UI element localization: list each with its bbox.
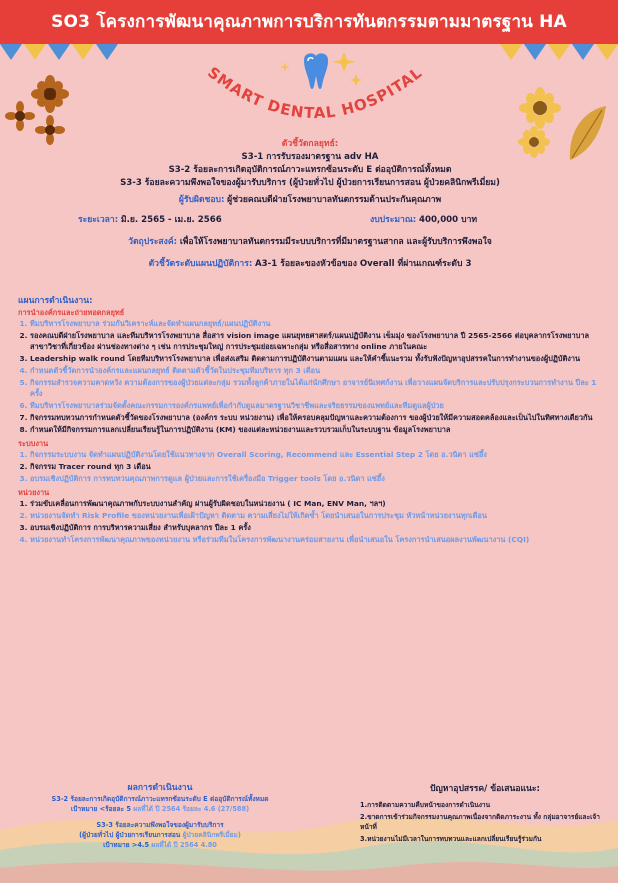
- org-heading: การนำองค์กรและถ่ายทอดกลยุทธ์: [18, 308, 125, 317]
- indicator-item: S3-1 การรับรองมาตรฐาน adv HA: [241, 152, 379, 162]
- unit-heading: หน่วยงาน: [18, 488, 50, 497]
- problem-item: 3.หน่วยงานไม่มีเวลาในการทบทวนและแลกเปลี่ยนเรียนรู้ร่วมกัน: [360, 835, 542, 843]
- indicators-section: [40, 138, 580, 190]
- problem-item: 1.การติดตามความคืบหน้าของการดำเนินงาน: [360, 801, 491, 809]
- s32-title: S3-2 ร้อยละการเกิดอุบัติการณ์ภาวะแทรกซ้อนระดับ E ต่ออุบัติการณ์ทั้งหมด: [51, 795, 269, 803]
- plan-heading: แผนการดำเนินงาน:: [18, 296, 93, 306]
- unit-item: 4. หน่วยงานทำโครงการพัฒนาคุณภาพของหน่วยงาน หรือร่วมทีมในโครงการพัฒนางานคร่อมสายงาน เพื่อนำเสนอใน โครงการนำเสนอผลงานพัฒนางาน (CQI): [30, 534, 598, 545]
- tooth-icon: [304, 53, 328, 89]
- s33-sub2: ผู้ป่วยคลินิกพรีเมี่ยม): [182, 831, 241, 839]
- objective-label: วัตถุประสงค์:: [128, 237, 178, 247]
- action-indicator-row: [30, 258, 590, 271]
- problems-heading: ปัญหาอุปสรรค/ ข้อเสนอแนะ:: [430, 784, 540, 794]
- s33-target: เป้าหมาย >4.5: [103, 841, 150, 849]
- objective-row: [30, 236, 590, 249]
- action-indicator-value: A3-1 ร้อยละของหัวข้อของ Overall ที่ผ่านเกณฑ์ระดับ 3: [255, 259, 472, 269]
- indicator-item: S3-2 ร้อยละการเกิดอุบัติการณ์ภาวะแทรกซ้อนระดับ E ต่ออุบัติการณ์ทั้งหมด: [168, 165, 452, 175]
- results-section: [10, 782, 310, 850]
- s33-result: ผลที่ได้ ปี 2564 4.80: [151, 841, 217, 849]
- period-row: [78, 214, 318, 227]
- s33-sub-row: [10, 830, 310, 840]
- org-item: 2. รองคณบดีฝ่ายโรงพยาบาล และทีมบริหารโรงพยาบาล สื่อสาร vision image แผนยุทธศาสตร์/แผนปฏิบัติงาน เข็มมุ่ง ของโรงพยาบาล ปี 2565-2566 ต่อบุคลากรโรงพยาบาล สาขาวิชาที่เกี่ยวข้อง ผ่านช่องทางต่าง ๆ เช่น การประชุมใหญ่ การประชุมย่อยเฉพาะกลุ่ม หรือสื่อสารทาง online ภายในคณะ: [30, 330, 598, 352]
- indicator-item: S3-3 ร้อยละความพึงพอใจของผู้มารับบริการ (ผู้ป่วยทั่วไป ผู้ป่วยการเรียนการสอน ผู้ป่วยคลินิกพรีเมี่ยม): [120, 178, 500, 188]
- s33-title: S3-3 ร้อยละความพึงพอใจของผู้มารับบริการ: [96, 821, 224, 829]
- s33-sub1: (ผู้ป่วยทั่วไป ผู้ป่วยการเรียนการสอน: [79, 831, 181, 839]
- plan-section: [18, 296, 598, 546]
- org-item: 4. กำหนดตัวชี้วัดการนำองค์กรและแผนกลยุทธ์ ติดตามตัวชี้วัดในประชุมทีมบริหาร ทุก 3 เดือน: [30, 365, 598, 376]
- problem-item: 2.ขาดการเข้าร่วมกิจกรรมงานคุณภาพเนื่องจากติดภาระงาน ทั้ง กลุ่มอาจารย์และเจ้าหน้าที่: [360, 813, 600, 831]
- budget-row: [370, 214, 570, 227]
- svg-text:SMART DENTAL HOSPITAL: SMART DENTAL HOSPITAL: [204, 63, 426, 123]
- unit-list: [18, 498, 598, 545]
- problems-section: [360, 782, 610, 844]
- page-title: SO3 โครงการพัฒนาคุณภาพการบริการทันตกรรมตามมาตรฐาน HA: [0, 0, 618, 44]
- s32-target-row: [10, 804, 310, 814]
- org-item: 6. ทีมบริหารโรงพยาบาลร่วมจัดตั้งคณะกรรมการองค์กรแพทย์เพื่อกำกับดูแลมาตรฐานวิชาชีพและจริยธรรมของแพทย์และทีมดูแลผู้ป่วย: [30, 400, 598, 411]
- org-item: 1. ทีมบริหารโรงพยาบาล ร่วมกันวิเคราะห์และจัดทำแผนกลยุทธ์/แผนปฏิบัติงาน: [30, 318, 598, 329]
- org-list: [18, 318, 598, 435]
- system-item: 1. กิจกรรมระบบงาน จัดทำแผนปฏิบัติงานโดยใช้แนวทางจาก Overall Scoring, Recommend และ Essential Step 2 โดย อ.วนิดา แซ่อึ้ง: [30, 449, 598, 460]
- owner-value: ผู้ช่วยคณบดีฝ่ายโรงพยาบาลทันตกรรมด้านประกันคุณภาพ: [227, 195, 442, 205]
- budget-value: 400,000 บาท: [418, 215, 478, 225]
- unit-item: 3. อบรมเชิงปฏิบัติการ การบริหารความเสี่ยง สำหรับบุคลากร ปีละ 1 ครั้ง: [30, 522, 598, 533]
- org-item: 7. กิจกรรมทบทวนการกำหนดตัวชี้วัดของโรงพยาบาล (องค์กร ระบบ หน่วยงาน) เพื่อให้ครอบคลุมปัญหาและความต้องการ ของผู้ป่วยให้มีความสอดคล้องและเป็นไปในทิศทางเดียวกัน: [30, 412, 598, 423]
- period-value: มิ.ย. 2565 - เม.ย. 2566: [120, 215, 222, 225]
- brand-logo: [190, 48, 440, 143]
- budget-label: งบประมาณ:: [370, 215, 417, 225]
- results-heading: ผลการดำเนินงาน: [127, 783, 193, 793]
- unit-item: 2. หน่วยงานจัดทำ Risk Profile ของหน่วยงานเพื่อเฝ้าปัญหา ติดตาม ความเสี่ยงไม่ให้เกิดซ้ำ โดยนำเสนอในการประชุม หัวหน้าหน่วยงานทุกเดือน: [30, 510, 598, 521]
- org-item: 8. กำหนดให้มีกิจกรรมการแลกเปลี่ยนเรียนรู้ในการปฏิบัติงาน (KM) ของแต่ละหน่วยงานและรวบรวมเก็บในระบบฐาน ข้อมูลโรงพยาบาล: [30, 424, 598, 435]
- owner-row: [40, 194, 580, 207]
- org-item: 5. กิจกรรมสำรวจความคาดหวัง ความต้องการของผู้ป่วยแต่ละกลุ่ม รวมทั้งลูกค้าภายในได้แก่นักศึกษา อาจารย์นิเทศก์งาน เพื่อวางแผนจัดบริการและปรับปรุงกระบวนการทำงาน ปีละ 1 ครั้ง: [30, 377, 598, 399]
- system-item: 2. กิจกรรม Tracer round ทุก 3 เดือน: [30, 461, 598, 472]
- system-item: 3. อบรมเชิงปฏิบัติการ การทบทวนคุณภาพการดูแล ผู้ป่วยและการใช้เครื่องมือ Trigger tools โดย อ.วนิดา แซ่อึ้ง: [30, 473, 598, 484]
- period-label: ระยะเวลา:: [78, 215, 119, 225]
- system-list: [18, 449, 598, 484]
- s32-result: ผลที่ได้ ปี 2564 ร้อยละ 4.6 (27/588): [133, 805, 250, 813]
- system-heading: ระบบงาน: [18, 439, 49, 448]
- owner-label: ผู้รับผิดชอบ:: [178, 195, 225, 205]
- indicators-heading: ตัวชี้วัดกลยุทธ์:: [281, 139, 339, 149]
- s33-target-row: [10, 840, 310, 850]
- s32-target: เป้าหมาย <ร้อยละ 5: [70, 805, 131, 813]
- unit-item: 1. ร่วมขับเคลื่อนการพัฒนาคุณภาพกับระบบงานสำคัญ ผ่านผู้รับผิดชอบในหน่วยงาน ( IC Man, ENV Man, ฯลฯ): [30, 498, 598, 509]
- objective-value: เพื่อให้โรงพยาบาลทันตกรรมมีระบบบริการที่มีมาตรฐานสากล และผู้รับบริการพึงพอใจ: [179, 237, 492, 247]
- action-indicator-label: ตัวชี้วัดระดับแผนปฏิบัติการ:: [148, 259, 253, 269]
- org-item: 3. Leadership walk round โดยทีมบริหารโรงพยาบาล เพื่อส่งเสริม ติดตามการปฏิบัติงานตามแผน และให้คำชี้แนะรวม ทั้งรับฟังปัญหาอุปสรรคในการทำงานของผู้ปฏิบัติงาน: [30, 353, 598, 364]
